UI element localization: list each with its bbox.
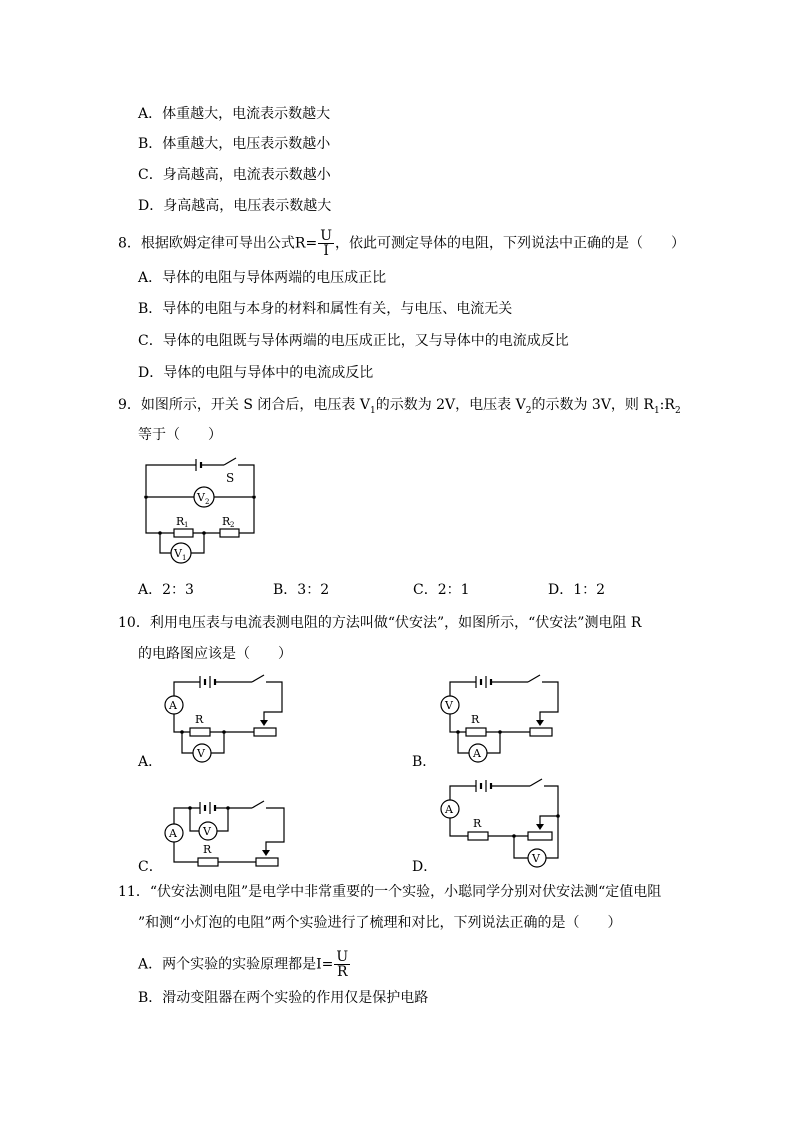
q7-option-c: C．身高越高，电流表示数越小 — [138, 167, 331, 183]
q8-stem-pre: 8．根据欧姆定律可导出公式 — [118, 235, 295, 252]
q9-stem-a: 9．如图所示，开关 S 闭合后，电压表 V — [118, 397, 370, 413]
q11-option-a — [138, 950, 351, 979]
q9-v2-label: V — [197, 491, 205, 504]
q8-option-d: D．导体的电阻与导体中的电流成反比 — [138, 365, 374, 381]
q8-formula-lhs: R= — [294, 235, 318, 252]
q8-stem-post: ，依此可测定导体的电阻，下列说法中正确的是（ ） — [335, 235, 686, 252]
q10c-voltmeter-label: V — [203, 825, 211, 838]
q7-option-b: B．体重越大，电压表示数越小 — [138, 136, 331, 152]
rheostat-icon — [528, 832, 552, 840]
q10d-voltmeter-label: V — [532, 852, 540, 865]
q10-option-b-label: B． — [412, 754, 437, 770]
q10-option-d-label: D． — [412, 859, 438, 875]
switch-icon — [224, 458, 236, 465]
q8-option-c: C．导体的电阻既与导体两端的电压成正比，又与导体中的电流成反比 — [138, 333, 569, 349]
q11-formula-num: U — [336, 949, 349, 965]
q10c-resistor-label: R — [203, 843, 212, 856]
q11-option-b: B．滑动变阻器在两个实验的作用仅是保护电路 — [138, 990, 429, 1006]
resistor-icon — [466, 728, 486, 736]
q9-r2-sub: 2 — [230, 521, 235, 529]
q9-sub1: 1 — [369, 405, 376, 416]
q9-circuit-diagram — [138, 455, 268, 570]
q10c-ammeter-label: A — [169, 827, 177, 840]
q9-stem-b: 的示数为 2V，电压表 V — [375, 397, 526, 413]
slider-arrow-icon — [536, 824, 544, 830]
q10-option-a-label: A． — [138, 754, 163, 770]
q9-v1-label: V — [174, 547, 182, 560]
q9-stem — [118, 395, 681, 421]
q11-stem-line2: ”和测“小灯泡的电阻”两个实验进行了梳理和对比，下列说法正确的是（ ） — [138, 915, 622, 931]
switch-icon — [252, 675, 264, 682]
q11-formula-lhs: I= — [316, 956, 334, 973]
resistor-r1-icon — [174, 529, 193, 537]
q10-stem-line2: 的电路图应该是（ ） — [138, 646, 292, 662]
rheostat-icon — [254, 728, 276, 736]
q9-option-b: B．3：2 — [273, 582, 330, 598]
q9-r1-label: R — [176, 515, 185, 528]
switch-icon — [528, 675, 540, 682]
q11-option-a-pre: A．两个实验的实验原理都是 — [138, 956, 317, 973]
slider-arrow-icon — [262, 850, 270, 856]
q10b-ammeter-label: A — [473, 747, 481, 760]
q10a-ammeter-label: A — [169, 699, 177, 712]
q8-option-b: B．导体的电阻与本身的材料和属性有关，与电压、电流无关 — [138, 301, 513, 317]
q10d-resistor-label: R — [473, 817, 482, 830]
q9-v1-sub: 1 — [182, 554, 187, 562]
q10-circuit-c — [162, 798, 292, 873]
rheostat-icon — [256, 858, 278, 866]
resistor-icon — [198, 858, 218, 866]
q8-option-a: A．导体的电阻与导体两端的电压成正比 — [138, 270, 387, 286]
q7-option-d: D．身高越高，电压表示数越大 — [138, 198, 332, 214]
switch-icon — [252, 801, 264, 808]
q10-circuit-d — [438, 776, 568, 871]
q9-r1-sub: 1 — [184, 521, 189, 529]
q9-stem-d: :R — [659, 397, 675, 413]
resistor-r2-icon — [220, 529, 239, 537]
rheostat-icon — [530, 728, 552, 736]
q9-sub2: 2 — [525, 405, 532, 416]
q9-option-a: A．2：3 — [138, 582, 194, 598]
q9-sub3: 1 — [653, 405, 660, 416]
q8-stem — [118, 229, 685, 258]
q10a-voltmeter-label: V — [197, 747, 205, 760]
q9-r2-label: R — [222, 515, 231, 528]
q9-option-d: D．1：2 — [548, 582, 606, 598]
q10b-resistor-label: R — [471, 713, 480, 726]
q11-stem-line1: 11．“伏安法测电阻”是电学中非常重要的一个实验，小聪同学分别对伏安法测“定值电阻 — [118, 884, 662, 900]
q10-circuit-b — [438, 672, 568, 767]
resistor-icon — [190, 728, 210, 736]
q9-sub4: 2 — [674, 405, 681, 416]
q10-option-c-label: C． — [138, 859, 163, 875]
q9-option-c: C．2：1 — [413, 582, 470, 598]
resistor-icon — [468, 832, 488, 840]
q10d-ammeter-label: A — [445, 803, 453, 816]
slider-arrow-icon — [536, 720, 544, 726]
q9-switch-label: S — [226, 471, 235, 485]
q8-formula-num: U — [320, 228, 333, 244]
q9-stem-c: 的示数为 3V，则 R — [531, 397, 654, 413]
q10-stem-line1: 10．利用电压表与电流表测电阻的方法叫做“伏安法”，如图所示，“伏安法”测电阻 R — [118, 615, 642, 631]
q10-circuit-a — [162, 672, 292, 767]
q8-formula-fraction — [318, 229, 334, 258]
slider-arrow-icon — [260, 720, 268, 726]
q11-formula-den: R — [337, 964, 348, 980]
q8-formula-den: I — [323, 243, 329, 259]
q9-stem-line2: 等于（ ） — [138, 427, 222, 443]
switch-icon — [530, 779, 542, 786]
q10a-resistor-label: R — [195, 713, 204, 726]
q10b-voltmeter-label: V — [445, 699, 453, 712]
q9-v2-sub: 2 — [205, 498, 210, 506]
q7-option-a: A．体重越大，电流表示数越大 — [138, 106, 331, 122]
q11-formula-fraction — [334, 950, 350, 979]
